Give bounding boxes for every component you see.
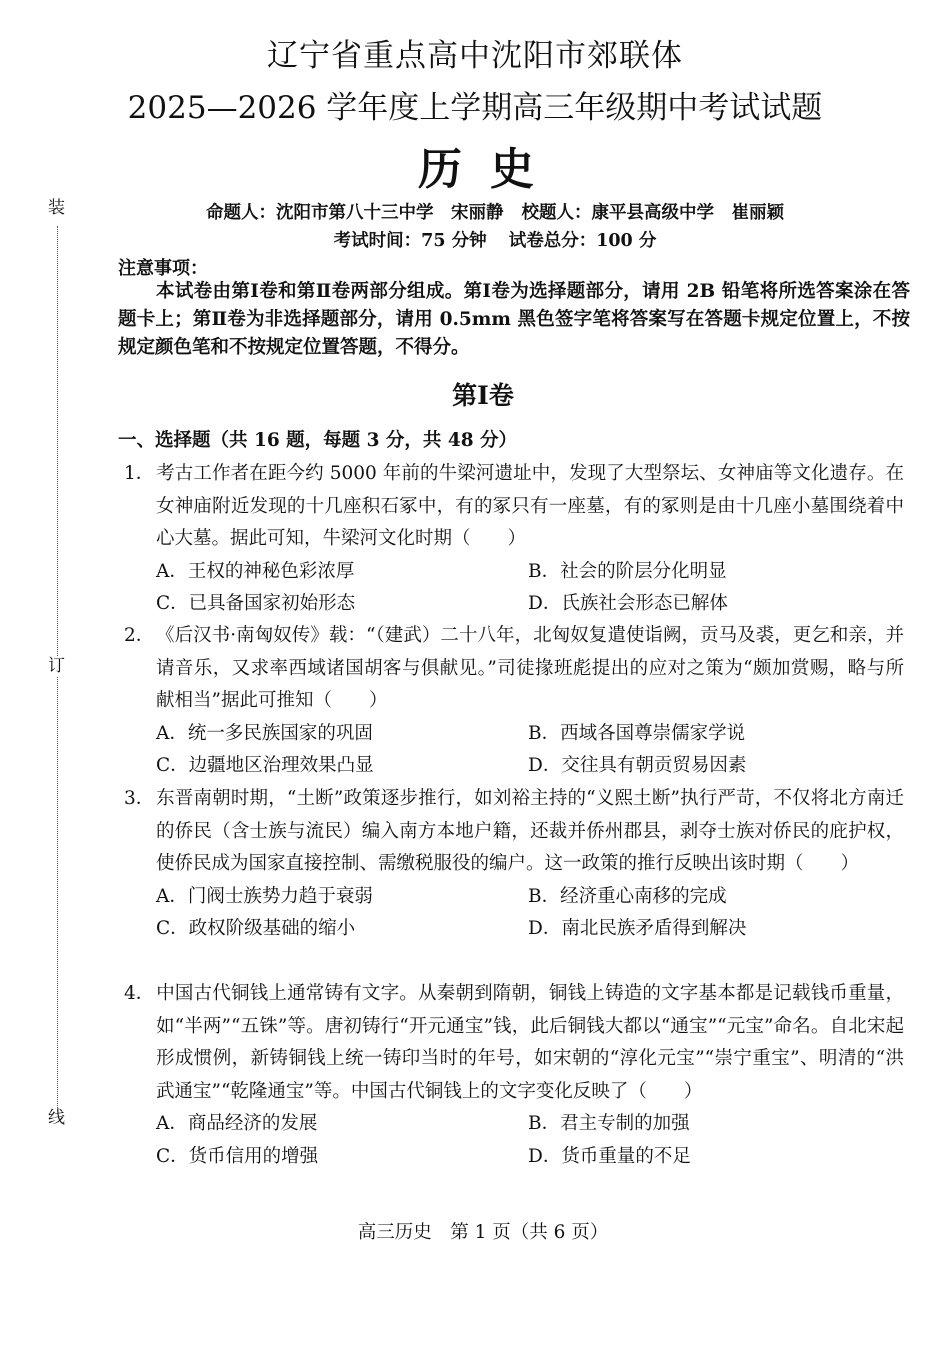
- notes-text: 本试卷由第Ⅰ卷和第Ⅱ卷两部分组成。第Ⅰ卷为选择题部分，请用 2B 铅笔将所选答案涂在答题卡上；第Ⅱ卷为非选择题部分，请用 0.5mm 黑色签字笔将答案写在答题卡规定位置上，不按规定颜色笔和不按规定位置答题，不得分。: [118, 281, 910, 358]
- question-text: 中国古代铜钱上通常铸有文字。从秦朝到隋朝，铜钱上铸造的文字基本都是记载钱币重量，如“半两”“五铢”等。唐初铸行“开元通宝”钱，此后铜钱大都以“通宝”“元宝”命名。自北宋起形成惯例，新铸铜钱上统一铸印当时的年号，如宋朝的“淳化元宝”“崇宁重宝”、明清的“洪武通宝”“乾隆通宝”等。中国古代铜钱上的文字变化反映了（ ）: [156, 983, 904, 1102]
- option-d[interactable]: D．南北民族矛盾得到解决: [528, 918, 747, 939]
- option-c[interactable]: C．边疆地区治理效果凸显: [156, 755, 374, 776]
- question-stem: [124, 620, 904, 718]
- page-footer: 高三历史 第 1 页（共 6 页）: [357, 1222, 609, 1243]
- subject-title: 历史: [418, 144, 562, 195]
- option-c[interactable]: C．货币信用的增强: [156, 1145, 319, 1167]
- option-a[interactable]: A．商品经济的发展: [156, 1113, 318, 1134]
- volume-title: 第Ⅰ卷: [452, 381, 514, 410]
- section-title: 一、选择题（共 16 题，每题 3 分，共 48 分）: [118, 430, 518, 451]
- option-a[interactable]: A．王权的神秘色彩浓厚: [156, 560, 355, 582]
- option-d[interactable]: D．氏族社会形态已解体: [528, 593, 728, 614]
- option-list: [124, 881, 904, 946]
- question-number: 4．: [124, 983, 155, 1004]
- question-text: 东晋南朝时期，“土断”政策逐步推行，如刘裕主持的“义熙土断”执行严苛，不仅将北方南迁的侨民（含士族与流民）编入南方本地户籍，还裁并侨州郡县，剥夺士族对侨民的庇护权，使侨民成为国家直接控制、需缴税服役的编户。这一政策的推行反映出该时期（ ）: [156, 788, 904, 874]
- exam-total-score: 试卷总分：100 分: [508, 231, 657, 251]
- binding-char-ding: 订: [48, 656, 65, 676]
- option-d[interactable]: D．交往具有朝贡贸易因素: [528, 755, 747, 776]
- question-stem: [124, 458, 904, 556]
- question-setter: 命题人：沈阳市第八十三中学 宋丽静: [205, 203, 504, 223]
- question-text: 考古工作者在距今约 5000 年前的牛梁河遗址中，发现了大型祭坛、女神庙等文化遗存。在女神庙附近发现的十几座积石冢中，有的冢只有一座墓，有的冢则是由十几座小墓围绕着中心大墓。据此可知，牛梁河文化时期（ ）: [156, 463, 904, 549]
- option-a[interactable]: A．统一多民族国家的巩固: [156, 722, 373, 744]
- question-2: [124, 620, 904, 783]
- notes-title: 注意事项：: [118, 258, 208, 279]
- option-a[interactable]: A．门阀士族势力趋于衰弱: [156, 885, 373, 907]
- option-b[interactable]: B．西域各国尊崇儒家学说: [528, 722, 746, 744]
- option-d[interactable]: D．货币重量的不足: [528, 1145, 691, 1167]
- question-4: [124, 978, 904, 1173]
- question-stem: [124, 978, 904, 1108]
- option-list: [124, 556, 904, 621]
- option-list: [124, 1108, 904, 1173]
- exam-time: 考试时间：75 分钟: [333, 231, 487, 251]
- question-number: 1．: [124, 463, 155, 484]
- option-b[interactable]: B．君主专制的加强: [528, 1113, 690, 1134]
- option-b[interactable]: B．社会的阶层分化明显: [528, 560, 727, 582]
- option-c[interactable]: C．已具备国家初始形态: [156, 593, 356, 614]
- question-1: [124, 458, 904, 621]
- question-stem: [124, 783, 904, 881]
- question-number: 3．: [124, 788, 155, 809]
- exam-info-line: [0, 227, 950, 252]
- binding-margin: [46, 198, 70, 1128]
- authors-line: [0, 199, 950, 224]
- option-list: [124, 718, 904, 783]
- binding-char-xian: 线: [48, 1108, 65, 1128]
- exam-title-line1: 辽宁省重点高中沈阳市郊联体: [267, 38, 683, 74]
- option-c[interactable]: C．政权阶级基础的缩小: [156, 918, 356, 939]
- option-b[interactable]: B．经济重心南移的完成: [528, 885, 727, 907]
- question-text: 《后汉书·南匈奴传》载：“（建武）二十八年，北匈奴复遣使诣阙，贡马及裘，更乞和亲，并请音乐，又求率西域诸国胡客与俱献见。”司徒掾班彪提出的应对之策为“颇加赏赐，略与所献相当”据此可推知（ ）: [156, 625, 904, 711]
- question-3: [124, 783, 904, 946]
- exam-title-line2: 2025—2026 学年度上学期高三年级期中考试试题: [127, 90, 823, 126]
- question-checker: 校题人：康平县高级中学 崔丽颖: [521, 203, 785, 223]
- question-number: 2．: [124, 625, 155, 646]
- binding-char-zhuang: 装: [48, 198, 65, 218]
